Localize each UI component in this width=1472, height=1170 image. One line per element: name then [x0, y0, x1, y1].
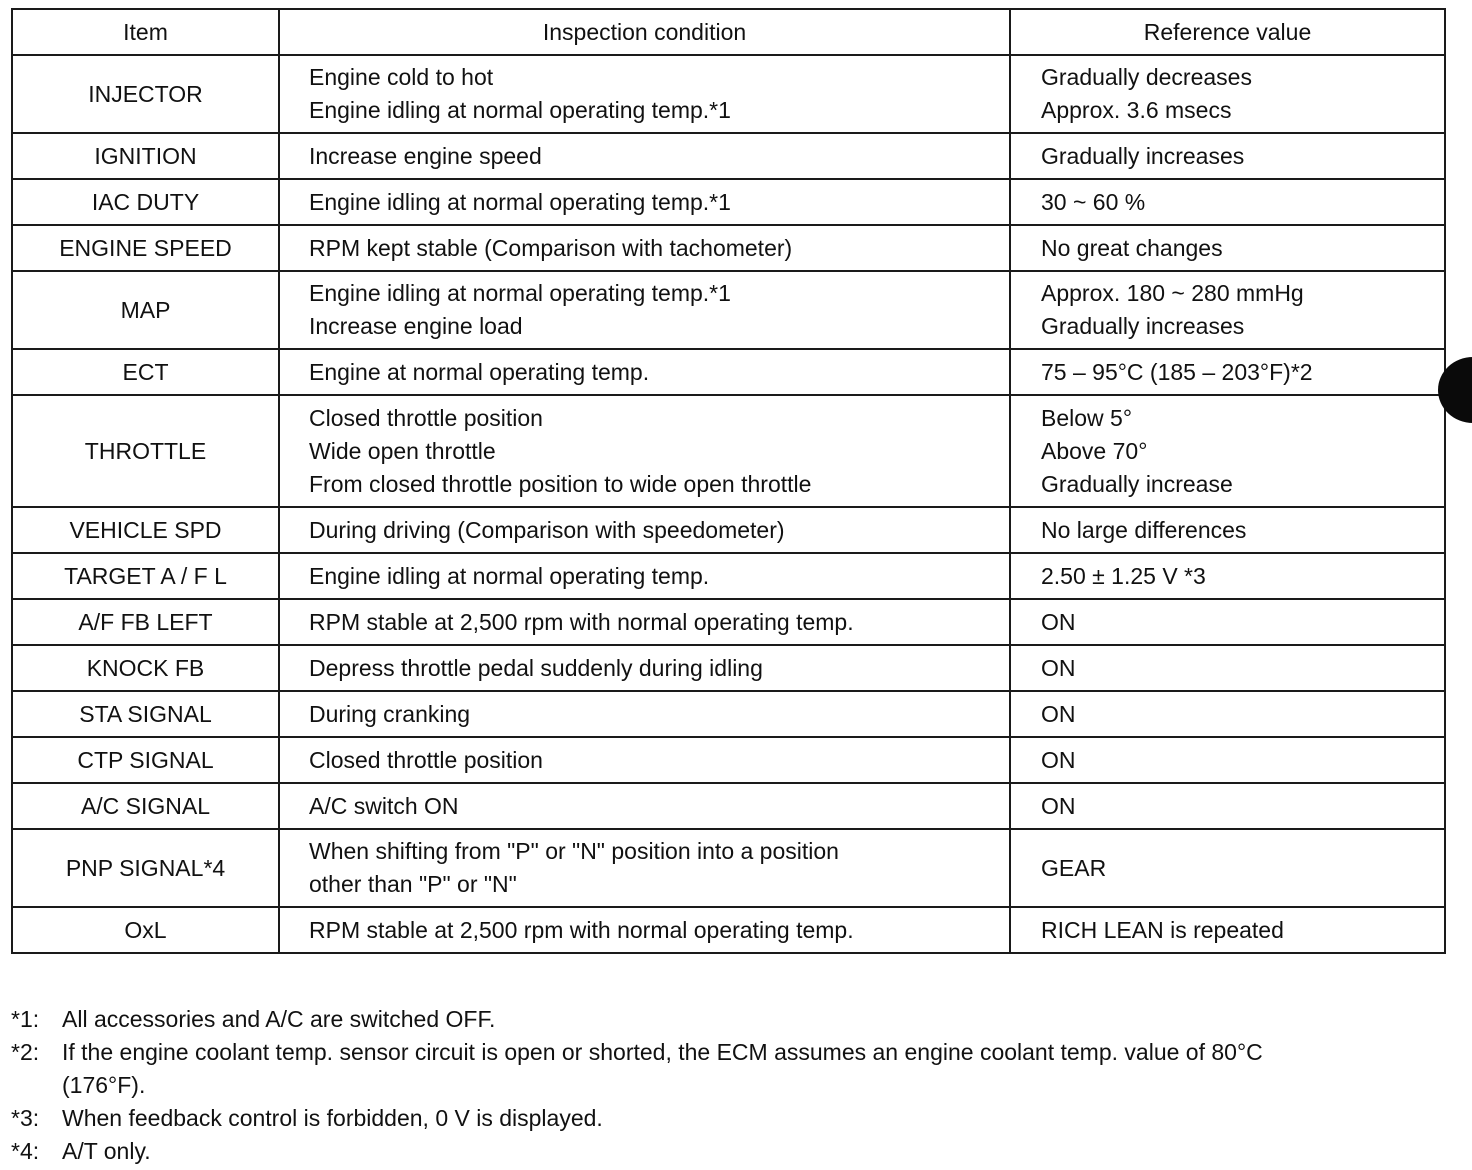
cell-reference-value	[1010, 553, 1445, 599]
condition-line: RPM kept stable (Comparison with tachometer)	[309, 234, 793, 261]
footnote-text: All accessories and A/C are switched OFF.	[62, 1006, 496, 1032]
reference-line: No great changes	[1041, 234, 1223, 261]
footnote-mark: *3:	[11, 1105, 40, 1131]
cell-reference-value	[1010, 507, 1445, 553]
cell-reference-value	[1010, 349, 1445, 395]
table-row	[12, 395, 1445, 507]
cell-reference-value	[1010, 55, 1445, 133]
reference-line: Gradually decreases	[1041, 64, 1252, 90]
cell-item: PNP SIGNAL*4	[12, 829, 279, 907]
reference-line: 75 – 95°C (185 – 203°F)*2	[1041, 358, 1313, 385]
condition-line: Closed throttle position	[309, 746, 543, 773]
cell-item: IGNITION	[12, 133, 279, 179]
cell-item: ECT	[12, 349, 279, 395]
table-row	[12, 737, 1445, 783]
table-row	[12, 507, 1445, 553]
table-row	[12, 349, 1445, 395]
footnote-mark: *2:	[11, 1039, 40, 1065]
cell-inspection-condition	[279, 179, 1010, 225]
condition-line: Engine at normal operating temp.	[309, 358, 650, 385]
reference-line: RICH LEAN is repeated	[1041, 916, 1284, 943]
table-body	[12, 55, 1445, 953]
table-row	[12, 691, 1445, 737]
condition-line: other than "P" or "N"	[309, 871, 517, 897]
inspection-table	[11, 8, 1446, 954]
table-row	[12, 645, 1445, 691]
condition-line: Engine idling at normal operating temp.	[309, 562, 710, 589]
cell-inspection-condition	[279, 55, 1010, 133]
cell-inspection-condition	[279, 349, 1010, 395]
cell-item: KNOCK FB	[12, 645, 279, 691]
footnote-text: If the engine coolant temp. sensor circuit is open or shorted, the ECM assumes an engine coolant temp. value of 80°C	[62, 1039, 1263, 1065]
cell-item: A/F FB LEFT	[12, 599, 279, 645]
cell-inspection-condition	[279, 133, 1010, 179]
reference-line: Approx. 180 ~ 280 mmHg	[1041, 280, 1304, 306]
cell-reference-value	[1010, 133, 1445, 179]
cell-inspection-condition	[279, 507, 1010, 553]
cell-inspection-condition	[279, 691, 1010, 737]
reference-line: ON	[1041, 608, 1076, 635]
table-row	[12, 55, 1445, 133]
cell-item: A/C SIGNAL	[12, 783, 279, 829]
cell-reference-value	[1010, 645, 1445, 691]
condition-line: RPM stable at 2,500 rpm with normal operating temp.	[309, 916, 854, 943]
reference-line: Above 70°	[1041, 437, 1148, 464]
table-row	[12, 225, 1445, 271]
condition-line: During driving (Comparison with speedometer)	[309, 516, 785, 543]
reference-line: ON	[1041, 654, 1076, 681]
cell-inspection-condition	[279, 645, 1010, 691]
table-header-row	[12, 9, 1445, 55]
table-row	[12, 271, 1445, 349]
table-row	[12, 133, 1445, 179]
cell-inspection-condition	[279, 553, 1010, 599]
reference-line: No large differences	[1041, 516, 1247, 543]
reference-line: ON	[1041, 792, 1076, 819]
condition-line: From closed throttle position to wide open throttle	[309, 470, 812, 497]
condition-line: Engine cold to hot	[309, 64, 494, 90]
table-row	[12, 553, 1445, 599]
cell-inspection-condition	[279, 225, 1010, 271]
reference-line: Gradually increase	[1041, 470, 1233, 497]
header-reference-value: Reference value	[1010, 9, 1445, 55]
cell-reference-value	[1010, 907, 1445, 953]
cell-inspection-condition	[279, 829, 1010, 907]
condition-line: Engine idling at normal operating temp.*1	[309, 188, 731, 215]
cell-reference-value	[1010, 395, 1445, 507]
table-row	[12, 907, 1445, 953]
condition-line: RPM stable at 2,500 rpm with normal operating temp.	[309, 608, 854, 635]
condition-line: Engine idling at normal operating temp.*1	[309, 280, 731, 306]
cell-inspection-condition	[279, 907, 1010, 953]
footnote-text: (176°F).	[62, 1072, 146, 1098]
footnote	[11, 1102, 1456, 1135]
condition-line: A/C switch ON	[309, 792, 459, 819]
cell-item: MAP	[12, 271, 279, 349]
condition-line: Closed throttle position	[309, 404, 543, 431]
footnote-text: A/T only.	[62, 1138, 151, 1164]
condition-line: Increase engine load	[309, 313, 523, 339]
condition-line: When shifting from "P" or "N" position into a position	[309, 838, 839, 864]
condition-line: During cranking	[309, 700, 471, 727]
footnote-mark: *4:	[11, 1138, 40, 1164]
footnote	[11, 1135, 1456, 1168]
table-row	[12, 783, 1445, 829]
cell-item: THROTTLE	[12, 395, 279, 507]
cell-inspection-condition	[279, 737, 1010, 783]
reference-line: Below 5°	[1041, 404, 1133, 431]
footnote-text: When feedback control is forbidden, 0 V is displayed.	[62, 1105, 603, 1131]
cell-reference-value	[1010, 691, 1445, 737]
condition-line: Engine idling at normal operating temp.*1	[309, 97, 731, 123]
cell-item: TARGET A / F L	[12, 553, 279, 599]
footnotes	[11, 1003, 1456, 1168]
footnote	[11, 1003, 1456, 1036]
cell-reference-value	[1010, 599, 1445, 645]
header-inspection-condition: Inspection condition	[279, 9, 1010, 55]
reference-line: Gradually increases	[1041, 313, 1245, 339]
cell-item: CTP SIGNAL	[12, 737, 279, 783]
cell-item: ENGINE SPEED	[12, 225, 279, 271]
cell-reference-value	[1010, 783, 1445, 829]
cell-inspection-condition	[279, 783, 1010, 829]
reference-line: Gradually increases	[1041, 142, 1245, 169]
cell-item: IAC DUTY	[12, 179, 279, 225]
reference-line: ON	[1041, 746, 1076, 773]
table-row	[12, 829, 1445, 907]
cell-item: VEHICLE SPD	[12, 507, 279, 553]
cell-reference-value	[1010, 225, 1445, 271]
condition-line: Increase engine speed	[309, 142, 542, 169]
cell-inspection-condition	[279, 599, 1010, 645]
condition-line: Wide open throttle	[309, 437, 496, 464]
reference-line: GEAR	[1041, 854, 1107, 881]
footnote-mark: *1:	[11, 1006, 40, 1032]
reference-line: 30 ~ 60 %	[1041, 188, 1146, 215]
cell-reference-value	[1010, 179, 1445, 225]
reference-line: ON	[1041, 700, 1076, 727]
table-row	[12, 179, 1445, 225]
reference-line: 2.50 ± 1.25 V *3	[1041, 562, 1206, 589]
cell-inspection-condition	[279, 395, 1010, 507]
cell-item: OxL	[12, 907, 279, 953]
table-row	[12, 599, 1445, 645]
footnote	[11, 1036, 1456, 1102]
cell-reference-value	[1010, 829, 1445, 907]
reference-line: Approx. 3.6 msecs	[1041, 97, 1232, 123]
cell-reference-value	[1010, 271, 1445, 349]
header-item: Item	[12, 9, 279, 55]
cell-item: STA SIGNAL	[12, 691, 279, 737]
condition-line: Depress throttle pedal suddenly during idling	[309, 654, 763, 681]
cell-inspection-condition	[279, 271, 1010, 349]
cell-item: INJECTOR	[12, 55, 279, 133]
cell-reference-value	[1010, 737, 1445, 783]
